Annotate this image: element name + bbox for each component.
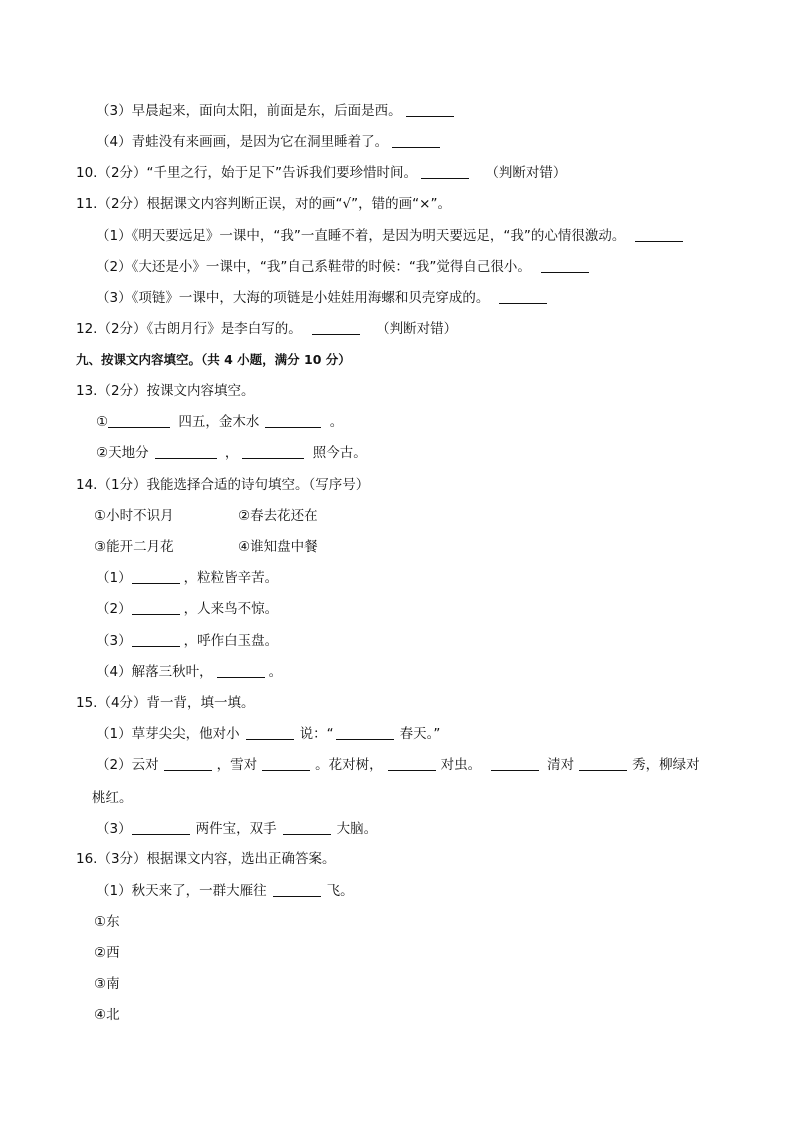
question-text: 12.（2分）《古朗月行》是李白写的。 [76, 321, 302, 337]
answer-blank[interactable] [388, 756, 436, 771]
question-15-item-2-cont: 桃红。 [92, 790, 133, 806]
item-text: （4）青蛙没有来画画，是因为它在洞里睡着了。 [96, 134, 389, 150]
item-3 [96, 101, 458, 121]
answer-blank[interactable] [579, 756, 627, 771]
answer-blank[interactable] [246, 725, 294, 740]
answer-blank[interactable] [217, 663, 265, 678]
answer-blank[interactable] [499, 289, 547, 304]
answer-option-2[interactable]: ②西 [94, 945, 120, 961]
question-14 [76, 475, 369, 495]
question-13-item-2: ②天地分 ， 照今古。 [96, 445, 367, 461]
option-4: ④谁知盘中餐 [238, 539, 318, 555]
section-heading: 九、按课文内容填空。（共 4 小题，满分 10 分） [76, 352, 351, 367]
question-text: 14.（1分）我能选择合适的诗句填空。（写序号） [76, 477, 370, 493]
question-13-item-1: ① 四五，金木水 。 [96, 414, 344, 430]
answer-option-1[interactable]: ①东 [94, 914, 120, 930]
answer-blank[interactable] [283, 820, 331, 835]
question-15 [76, 693, 255, 713]
question-14-item-2: （2） ，人来鸟不惊。 [96, 601, 279, 617]
answer-blank[interactable] [132, 600, 180, 615]
question-14-item-3: （3） ，呼作白玉盘。 [96, 633, 279, 649]
answer-blank[interactable] [336, 725, 394, 740]
question-hint: （判断对错） [485, 165, 567, 181]
question-13 [76, 381, 255, 401]
answer-blank[interactable] [155, 444, 217, 459]
answer-blank[interactable] [132, 569, 180, 584]
question-11-item-1 [96, 226, 687, 246]
answer-blank[interactable] [108, 413, 170, 428]
item-text: （2）《大还是小》一课中，“我”自己系鞋带的时候：“我”觉得自己很小。 [96, 259, 531, 275]
question-text: 13.（2分）按课文内容填空。 [76, 383, 255, 399]
question-14-item-4: （4）解落三秋叶， 。 [96, 664, 283, 680]
question-16 [76, 849, 336, 869]
answer-blank[interactable] [273, 882, 321, 897]
question-10 [76, 163, 566, 183]
question-14-item-1: （1） ，粒粒皆辛苦。 [96, 570, 279, 586]
item-4 [96, 132, 444, 152]
question-12 [76, 319, 457, 339]
answer-blank[interactable] [635, 227, 683, 242]
answer-option-3[interactable]: ③南 [94, 976, 120, 992]
answer-blank[interactable] [491, 756, 539, 771]
question-11-item-2 [96, 257, 593, 277]
question-text: 16.（3分）根据课文内容，选出正确答案。 [76, 851, 336, 867]
item-text: （3）《项链》一课中，大海的项链是小娃娃用海螺和贝壳穿成的。 [96, 290, 490, 306]
question-16-item-1: （1）秋天来了，一群大雁往 飞。 [96, 883, 354, 899]
answer-blank[interactable] [262, 756, 310, 771]
option-2: ②春去花还在 [238, 508, 318, 524]
answer-blank[interactable] [132, 820, 190, 835]
answer-blank[interactable] [265, 413, 321, 428]
answer-blank[interactable] [392, 133, 440, 148]
question-15-item-2: （2）云对 ，雪对 。花对树， 对虫。 清对 秀，柳绿对 [96, 757, 700, 773]
question-hint: （判断对错） [376, 321, 458, 337]
option-3: ③能开二月花 [94, 539, 174, 555]
question-text: 15.（4分）背一背，填一填。 [76, 695, 255, 711]
question-15-item-1: （1）草芽尖尖，他对小 说：“ 春天。” [96, 726, 441, 742]
answer-blank[interactable] [312, 320, 360, 335]
answer-blank[interactable] [132, 632, 180, 647]
answer-blank[interactable] [421, 164, 469, 179]
answer-blank[interactable] [541, 258, 589, 273]
answer-blank[interactable] [406, 102, 454, 117]
question-text: 10.（2分）“千里之行，始于足下”告诉我们要珍惜时间。 [76, 165, 418, 181]
answer-blank[interactable] [242, 444, 304, 459]
question-text: 11.（2分）根据课文内容判断正误，对的画“√”，错的画“×”。 [76, 196, 451, 212]
answer-blank[interactable] [164, 756, 212, 771]
question-11-item-3 [96, 288, 551, 308]
item-text: （1）《明天要远足》一课中，“我”一直睡不着，是因为明天要远足，“我”的心情很激动。 [96, 228, 626, 244]
question-11 [76, 194, 451, 214]
option-1: ①小时不识月 [94, 508, 174, 524]
question-15-item-3: （3） 两件宝，双手 大脑。 [96, 821, 378, 837]
item-text: （3）早晨起来，面向太阳，前面是东，后面是西。 [96, 103, 402, 119]
answer-option-4[interactable]: ④北 [94, 1007, 120, 1023]
